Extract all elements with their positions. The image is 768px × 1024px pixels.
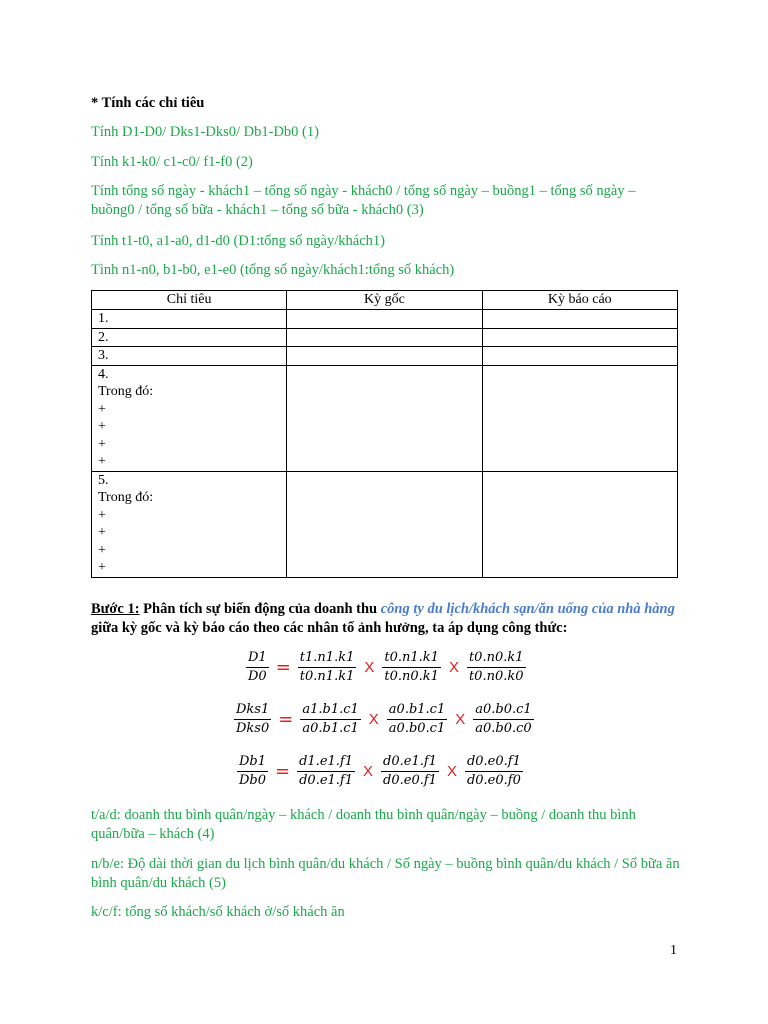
section-heading: * Tính các chỉ tiêu (91, 95, 205, 111)
formula-term-3 (465, 754, 523, 789)
equals-sign: = (275, 657, 291, 678)
row-label-text: 1. (98, 311, 109, 326)
instruction-line-2: Tính k1-k0/ c1-c0/ f1-f0 (2) (91, 154, 253, 170)
instruction-line-3: Tính tổng số ngày - khách1 – tổng số ngày - khách0 / tổng số ngày – buồng1 – tổng số ngày – buồng0 / tổng số bữa - khách1 – tổng số bữa - khách0 (3) (91, 183, 636, 218)
step-1-text-before: Phân tích sự biến động của doanh thu (139, 601, 381, 617)
row-4-report-cell (482, 365, 677, 471)
fraction-denominator: t0.n0.k0 (468, 669, 524, 684)
row-2-label (92, 328, 287, 347)
multiply-sign: X (368, 711, 379, 728)
page-number: 1 (670, 943, 677, 958)
formula-term-2 (382, 650, 441, 685)
fraction-denominator: a0.b1.c1 (302, 721, 359, 736)
fraction-numerator: t0.n1.k1 (382, 650, 441, 668)
table-row (92, 365, 678, 471)
fraction-denominator: d0.e1.f1 (299, 773, 354, 788)
instruction-line-5: Tình n1-n0, b1-b0, e1-e0 (tổng số ngày/khách1:tổng số khách) (91, 262, 455, 278)
fraction-denominator: t0.n0.k1 (384, 669, 439, 684)
fraction-denominator: a0.b0.c1 (388, 721, 446, 736)
row-label-text: 4. (98, 366, 109, 382)
row-1-report-cell (482, 310, 677, 329)
formula-dining (235, 754, 525, 789)
row-5-base-cell (287, 471, 482, 577)
fraction-denominator: t0.n1.k1 (299, 669, 355, 684)
row-4-base-cell (287, 365, 482, 471)
fraction-numerator: a1.b1.c1 (300, 702, 360, 720)
fraction-numerator: Db1 (237, 754, 268, 772)
equals-sign: = (275, 761, 291, 782)
fraction-numerator: a0.b0.c1 (473, 702, 533, 720)
multiply-sign: X (364, 659, 375, 676)
note-line-1: t/a/d: doanh thu bình quân/ngày – khách / doanh thu bình quân/ngày – buồng / doanh thu bình quân/bữa – khách (4) (91, 807, 636, 842)
formula-lhs (234, 702, 271, 737)
multiply-sign: X (448, 659, 459, 676)
row-label-text: 5. (98, 472, 109, 488)
formula-accommodation (232, 702, 536, 737)
row-2-report-cell (482, 328, 677, 347)
fraction-numerator: a0.b1.c1 (387, 702, 447, 720)
row-4-label (92, 365, 287, 471)
step-1-label: Bước 1: (91, 601, 140, 617)
fraction-numerator: D1 (246, 650, 269, 668)
formula-lhs (246, 650, 269, 685)
indicator-table (91, 290, 678, 578)
table-row (92, 328, 678, 347)
row-5-report-cell (482, 471, 677, 577)
formula-term-2 (381, 754, 439, 789)
step-1-paragraph (91, 600, 681, 638)
multiply-sign: X (455, 711, 466, 728)
table-row (92, 347, 678, 366)
row-bullet: + (98, 507, 106, 523)
step-1-text-after: giữa kỳ gốc và kỳ báo cáo theo các nhân tố ảnh hưởng, ta áp dụng công thức: (91, 620, 568, 636)
row-bullet: + (98, 436, 106, 452)
row-5-label (92, 471, 287, 577)
fraction-denominator: d0.e0.f0 (466, 773, 521, 788)
instruction-line-1: Tính D1-D0/ Dks1-Dks0/ Db1-Db0 (1) (91, 124, 319, 140)
formula-lhs (237, 754, 268, 789)
row-3-label (92, 347, 287, 366)
formula-term-3 (467, 650, 526, 685)
note-line-3: k/c/f: tổng số khách/số khách ở/số khách ăn (91, 904, 345, 920)
header-indicator: Chỉ tiêu (92, 291, 287, 310)
row-3-report-cell (482, 347, 677, 366)
table-header-row (92, 291, 678, 310)
row-sublabel-text: Trong đó: (98, 384, 154, 399)
note-line-2: n/b/e: Độ dài thời gian du lịch bình quân/du khách / Số ngày – buồng bình quân/du khách / Số bữa ăn bình quân/du khách (5) (91, 856, 680, 891)
fraction-denominator: a0.b0.c0 (475, 721, 532, 736)
fraction-numerator: d1.e1.f1 (297, 754, 355, 772)
row-1-base-cell (287, 310, 482, 329)
row-3-base-cell (287, 347, 482, 366)
formula-term-1 (298, 650, 357, 685)
fraction-denominator: D0 (248, 669, 267, 684)
fraction-numerator: t1.n1.k1 (298, 650, 357, 668)
row-bullet: + (98, 525, 106, 540)
row-2-base-cell (287, 328, 482, 347)
fraction-denominator: Dks0 (236, 721, 270, 736)
fraction-denominator: Db0 (239, 773, 267, 788)
table-row (92, 310, 678, 329)
formula-term-2 (387, 702, 447, 737)
formula-term-1 (300, 702, 360, 737)
row-label-text: 2. (98, 329, 109, 345)
formula-term-3 (473, 702, 533, 737)
row-bullet: + (98, 542, 106, 558)
instruction-line-4: Tính t1-t0, a1-a0, d1-d0 (D1:tổng số ngày/khách1) (91, 233, 385, 249)
equals-sign: = (278, 709, 294, 730)
table-row (92, 471, 678, 577)
multiply-sign: X (446, 763, 457, 780)
fraction-numerator: t0.n0.k1 (467, 650, 526, 668)
formula-term-1 (297, 754, 355, 789)
formula-revenue (244, 650, 528, 685)
header-base-period: Kỳ gốc (287, 291, 482, 310)
row-label-text: 3. (98, 348, 109, 363)
fraction-numerator: Dks1 (234, 702, 271, 720)
row-bullet: + (98, 454, 106, 469)
fraction-numerator: d0.e0.f1 (465, 754, 523, 772)
row-1-label (92, 310, 287, 329)
row-sublabel-text: Trong đó: (98, 490, 154, 505)
step-1-highlight: công ty du lịch/khách sạn/ăn uống của nhà hàng (380, 601, 675, 617)
row-bullet: + (98, 419, 106, 434)
fraction-numerator: d0.e1.f1 (381, 754, 439, 772)
fraction-denominator: d0.e0.f1 (383, 773, 437, 788)
row-bullet: + (98, 401, 106, 417)
header-report-period: Kỳ báo cáo (482, 291, 677, 310)
multiply-sign: X (363, 763, 374, 780)
row-bullet: + (98, 560, 106, 575)
